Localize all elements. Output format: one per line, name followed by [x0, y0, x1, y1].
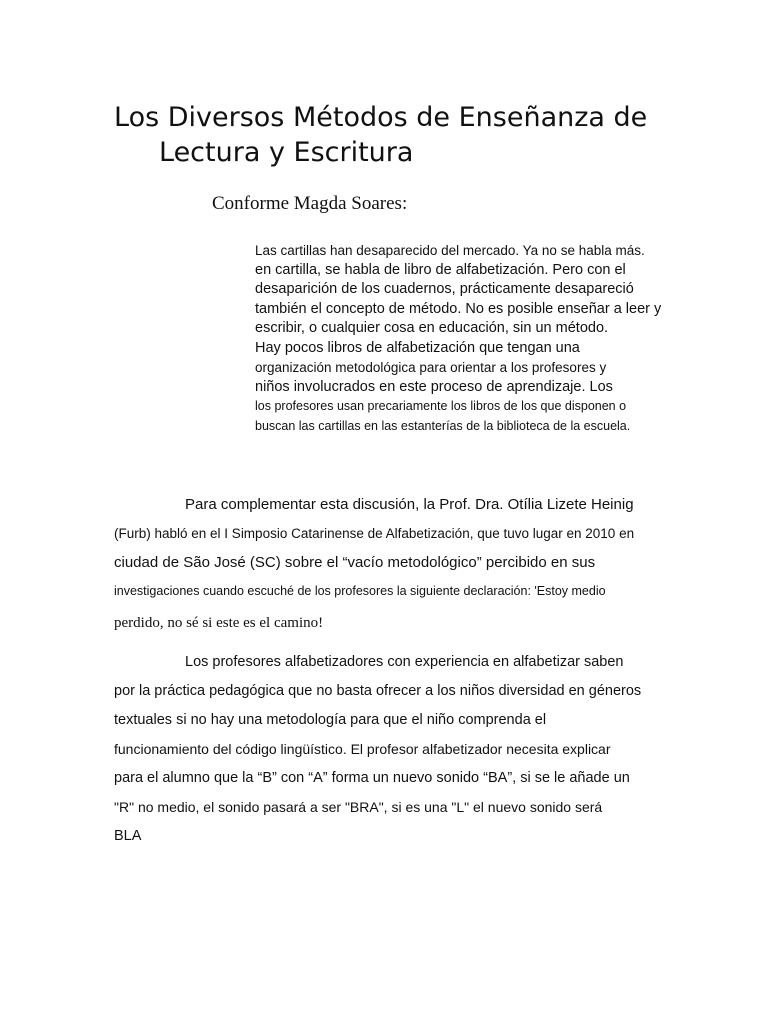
quote-line: escribir, o cualquier cosa en educación, sin un método.: [255, 320, 609, 336]
quote-line: los profesores usan precariamente los libros de los que disponen o: [255, 399, 627, 413]
quote-line: Hay pocos libros de alfabetización que tengan una: [255, 339, 580, 356]
paragraph-1: [114, 490, 674, 641]
document-subtitle: Conforme Magda Soares:: [212, 193, 408, 214]
paragraph-line: funcionamiento del código lingüístico. El profesor alfabetizador necesita explicar: [114, 741, 611, 757]
paragraph-line: para el alumno que la “B” con “A” forma un nuevo sonido “BA”, si se le añade un: [114, 770, 630, 786]
title-line-2: Lectura y Escritura: [159, 137, 414, 168]
paragraph-line: investigaciones cuando escuché de los profesores la siguiente declaración: 'Estoy medio: [114, 584, 606, 598]
paragraph-line: BLA: [114, 828, 142, 844]
paragraph-line: (Furb) habló en el I Simposio Catarinense de Alfabetización, que tuvo lugar en 2010 en: [114, 526, 635, 541]
title-line-1: Los Diversos Métodos de Enseñanza de: [114, 102, 648, 133]
quote-line: Las cartillas han desaparecido del mercado. Ya no se habla más.: [255, 243, 645, 258]
paragraph-line: Para complementar esta discusión, la Prof. Dra. Otília Lizete Heinig: [185, 496, 634, 513]
quote-line: niños involucrados en este proceso de aprendizaje. Los: [255, 378, 613, 395]
quote-line: buscan las cartillas en las estanterías de la biblioteca de la escuela.: [255, 418, 631, 433]
document-title: [114, 100, 647, 170]
paragraph-2: [114, 648, 674, 851]
quote-line: organización metodológica para orientar a los profesores y: [255, 360, 607, 375]
quote-line: en cartilla, se habla de libro de alfabetización. Pero con el: [255, 261, 626, 278]
paragraph-line: textuales si no hay una metodología para que el niño comprenda el: [114, 712, 547, 728]
paragraph-line: "R" no medio, el sonido pasará a ser "BRA", si es una "L" el nuevo sonido será: [114, 799, 603, 815]
block-quote: [255, 241, 725, 436]
paragraph-line: por la práctica pedagógica que no basta ofrecer a los niños diversidad en géneros: [114, 683, 642, 699]
paragraph-line: perdido, no sé si este es el camino!: [114, 615, 324, 631]
paragraph-line: ciudad de São José (SC) sobre el “vacío metodológico” percibido en sus: [114, 554, 596, 571]
quote-line: también el concepto de método. No es posible enseñar a leer y: [255, 300, 662, 317]
paragraph-line: Los profesores alfabetizadores con experiencia en alfabetizar saben: [185, 654, 624, 670]
quote-line: desaparición de los cuadernos, prácticamente desapareció: [255, 281, 634, 297]
